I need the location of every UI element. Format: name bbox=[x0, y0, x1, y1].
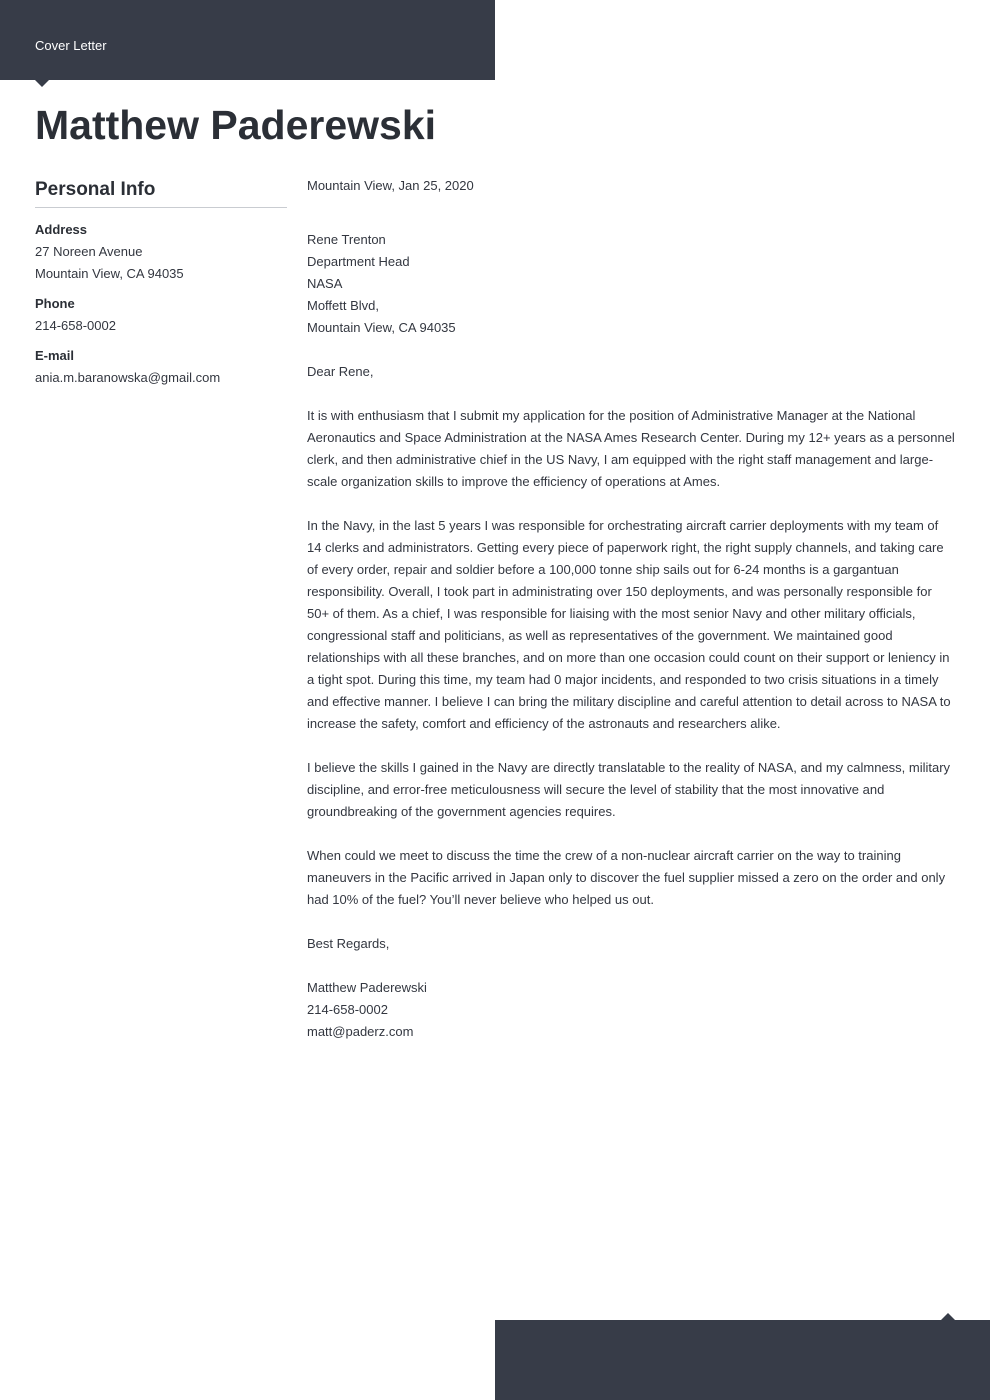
email-value: ania.m.baranowska@gmail.com bbox=[35, 370, 221, 385]
signature-phone: 214-658-0002 bbox=[307, 1002, 388, 1017]
footer-band bbox=[495, 1320, 990, 1400]
letter-date: Mountain View, Jan 25, 2020 bbox=[307, 178, 474, 193]
email-block bbox=[35, 345, 287, 389]
address-line-2: Mountain View, CA 94035 bbox=[35, 266, 184, 281]
phone-value: 214-658-0002 bbox=[35, 318, 116, 333]
document-type-label: Cover Letter bbox=[35, 38, 107, 53]
personal-info-heading: Personal Info bbox=[35, 178, 287, 208]
recipient-title: Department Head bbox=[307, 254, 410, 269]
header-band bbox=[0, 0, 495, 80]
recipient-name: Rene Trenton bbox=[307, 232, 386, 247]
recipient-street: Moffett Blvd, bbox=[307, 298, 380, 313]
phone-block bbox=[35, 293, 287, 337]
signature-block bbox=[307, 977, 955, 1043]
phone-label: Phone bbox=[35, 296, 75, 311]
header-pointer bbox=[35, 80, 49, 87]
address-block bbox=[35, 219, 287, 285]
letter-closing: Best Regards, bbox=[307, 936, 390, 951]
recipient-city: Mountain View, CA 94035 bbox=[307, 320, 456, 335]
signature-email: matt@paderz.com bbox=[307, 1024, 414, 1039]
signature-name: Matthew Paderewski bbox=[307, 980, 427, 995]
letter-paragraph-1: It is with enthusiasm that I submit my application for the position of Administrative Manager at the National Aeronautics and Space Administration at the NASA Ames Research Center. During my 12+ years as a personnel clerk, and then administrative chief in the US Navy, I am equipped with the right staff management and large-scale organization skills to improve the efficiency of operations at Ames. bbox=[307, 408, 955, 489]
recipient-block bbox=[307, 229, 955, 339]
letter-paragraph-2: In the Navy, in the last 5 years I was responsible for orchestrating aircraft carrier deployments with my team of 14 clerks and administrators. Getting every piece of paperwork right, the right supply channels, and taking care of every order, repair and soldier before a 100,000 tonne ship sails out for 6-24 months is a gargantuan responsibility. Overall, I took part in administrating over 150 deployments, and was personally responsible for 50+ of them. As a chief, I was responsible for liaising with the most senior Navy and other military officials, congressional staff and politicians, as well as representatives of the government. We maintained good relationships with all these branches, and on more than one occasion could count on their support or leniency in a tight spot. During this time, my team had 0 major incidents, and responded to two crisis situations in a timely and effective manner. I believe I can bring the military discipline and careful attention to detail across to NASA to increase the safety, comfort and efficiency of the astronauts and researchers alike. bbox=[307, 518, 951, 731]
footer-pointer bbox=[941, 1313, 955, 1320]
email-label: E-mail bbox=[35, 348, 75, 363]
letter-paragraph-4: When could we meet to discuss the time the crew of a non-nuclear aircraft carrier on the way to training maneuvers in the Pacific arrived in Japan only to discover the fuel supplier missed a zero on the order and only had 10% of the fuel? You’ll never believe who helped us out. bbox=[307, 848, 946, 907]
letter-body bbox=[307, 175, 955, 1065]
applicant-name: Matthew Paderewski bbox=[35, 102, 437, 148]
letter-greeting: Dear Rene, bbox=[307, 364, 374, 379]
letter-paragraph-3: I believe the skills I gained in the Navy are directly translatable to the reality of NASA, and my calmness, military discipline, and error-free meticulousness will secure the level of stability that the most innovative and groundbreaking of the government agencies requires. bbox=[307, 760, 951, 819]
address-line-1: 27 Noreen Avenue bbox=[35, 244, 143, 259]
recipient-organization: NASA bbox=[307, 276, 343, 291]
personal-info-sidebar bbox=[35, 178, 287, 389]
address-label: Address bbox=[35, 222, 88, 237]
